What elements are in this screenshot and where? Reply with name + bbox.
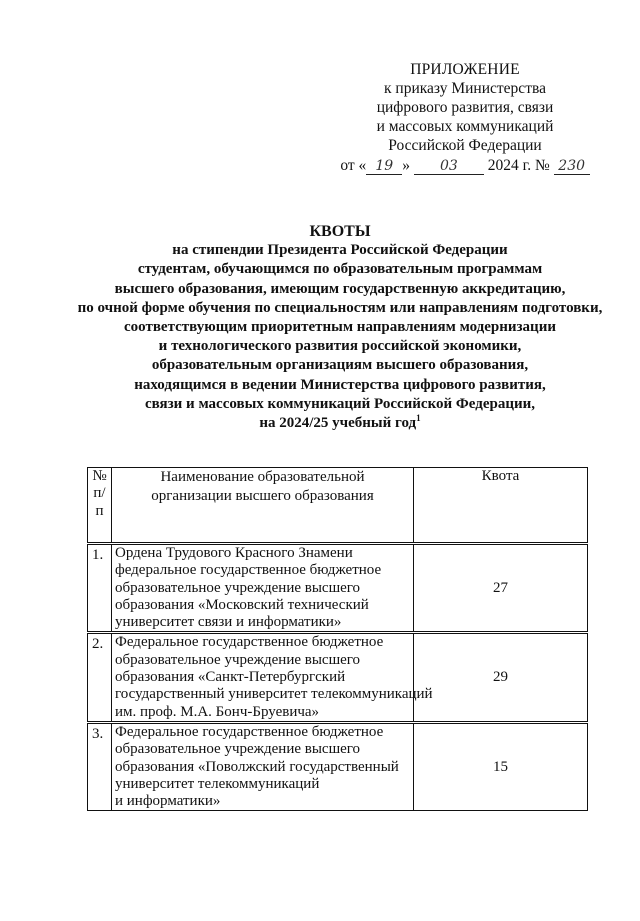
table-row xyxy=(88,722,588,810)
org-name-line: государственный университет телекоммуникаций xyxy=(115,686,433,703)
org-name-line: университет связи и информатики» xyxy=(115,614,342,631)
header-num-line2: п/п xyxy=(93,485,106,519)
org-name-line: Ордена Трудового Красного Знамени xyxy=(115,545,353,561)
heading-line: связи и массовых коммуникаций Российской Федерации, xyxy=(144,395,536,412)
heading-line: на стипендии Президента Российской Федерации xyxy=(172,242,508,259)
row-quota: 29 xyxy=(414,633,588,722)
row-organization-name xyxy=(112,722,414,810)
header-num-line1: № xyxy=(92,468,107,484)
appendix-line-1: к приказу Министерства xyxy=(384,80,546,97)
heading-line: образовательным организациям высшего образования, xyxy=(151,357,529,374)
row-organization-name xyxy=(112,633,433,722)
org-name-line: университет телекоммуникаций xyxy=(115,775,320,792)
appendix-line-2: цифрового развития, связи xyxy=(376,99,554,116)
date-mid: » xyxy=(402,157,411,174)
document-heading xyxy=(40,222,640,433)
row-quota: 15 xyxy=(414,722,588,810)
org-name-line: им. проф. М.А. Бонч-Бруевича» xyxy=(115,703,320,720)
appendix-title: ПРИЛОЖЕНИЕ xyxy=(410,61,520,78)
org-name-line: образования «Поволжский государственный xyxy=(115,758,399,775)
header-name xyxy=(112,468,414,544)
heading-year-text: на 2024/25 учебный год xyxy=(259,415,417,432)
row-organization-name xyxy=(112,544,414,633)
quotas-table xyxy=(87,467,588,811)
row-number: 2. xyxy=(88,633,112,722)
header-name-line1: Наименование образовательной xyxy=(160,469,365,485)
heading-title: КВОТЫ xyxy=(309,223,371,240)
org-name-line: и информатики» xyxy=(115,793,221,810)
org-name-line: Федеральное государственное бюджетное xyxy=(115,723,384,740)
row-quota: 27 xyxy=(414,544,588,633)
table-row xyxy=(88,633,588,722)
appendix-line-3: и массовых коммуникаций xyxy=(376,118,554,135)
heading-line: и технологического развития российской экономики, xyxy=(158,338,522,355)
date-year: 2024 г. № xyxy=(487,157,550,174)
date-prefix: от « xyxy=(340,157,367,174)
org-name-line: Федеральное государственное бюджетное xyxy=(115,634,384,651)
org-name-line: образования «Санкт-Петербургский xyxy=(115,669,346,686)
heading-line: соответствующим приоритетным направлениям модернизации xyxy=(123,319,556,336)
org-name-line: федеральное государственное бюджетное xyxy=(115,562,382,579)
header-quota: Квота xyxy=(414,468,588,544)
heading-last-line xyxy=(40,414,640,433)
appendix-line-4: Российской Федерации xyxy=(388,137,542,154)
table-row xyxy=(88,544,588,633)
org-name-line: образовательное учреждение высшего xyxy=(115,651,361,668)
appendix-block xyxy=(330,60,600,175)
heading-line: высшего образования, имеющим государственную аккредитацию, xyxy=(114,280,566,297)
header-num xyxy=(88,468,112,544)
org-name-line: образовательное учреждение высшего xyxy=(115,579,361,596)
handwritten-month: 03 xyxy=(414,158,484,175)
row-number: 1. xyxy=(88,544,112,633)
heading-line: студентам, обучающимся по образовательным программам xyxy=(137,261,543,278)
heading-line: находящимся в ведении Министерства цифрового развития, xyxy=(134,376,546,393)
order-date-line xyxy=(330,156,600,175)
table-header-row xyxy=(88,468,588,544)
footnote-mark: 1 xyxy=(416,413,421,424)
handwritten-day: 19 xyxy=(366,158,402,175)
handwritten-order-number: 230 xyxy=(554,158,590,175)
header-name-line2: организации высшего образования xyxy=(151,488,374,504)
row-number: 3. xyxy=(88,722,112,810)
heading-line: по очной форме обучения по специальностям или направлениям подготовки, xyxy=(77,299,603,316)
org-name-line: образовательное учреждение высшего xyxy=(115,741,361,758)
org-name-line: образования «Московский технический xyxy=(115,596,369,613)
